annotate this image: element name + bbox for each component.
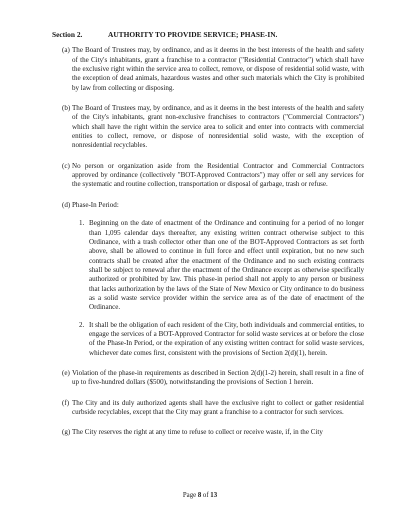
paragraph-text: The City and its duly authorized agents shall have the exclusive right to collect or gather residential curbside recyclables, except that the City may grant a franchise to a contractor for such services. [72,398,364,416]
section-title: AUTHORITY TO PROVIDE SERVICE; PHASE-IN. [108,30,278,39]
subparagraph-list [72,219,364,358]
subparagraph-text: Beginning on the date of enactment of the Ordinance and continuing for a period of no longer than 1,095 calendar days thereafter, any existing written contract otherwise subject to this Ordinance, with a trash collector other than one of the BOT-Approved Contractors as set forth above, shall be allowed to continue in full force and effect until expiration, but no new such contracts shall be created after the enactment of the Ordinance and no such existing contracts shall be subject to renewal after the enactment of the Ordinance except as otherwise specifically authorized or prohibited by law. This phase-in period shall not apply to any person or business that lacks authorization by the laws of the State of New Mexico or City ordinance to do business as a solid waste service provider within the service area as of the date of enactment of the Ordinance. [89,219,364,312]
current-page-number: 8 [197,492,202,499]
paragraph-c [52,162,364,190]
subparagraph-text: It shall be the obligation of each resident of the City, both individuals and commercial entities, to engage the services of a BOT-Approved Contractor for solid waste services at or before the close of the Phase-In Period, or the expiration of any existing written contract for solid waste services, whichever date comes first, consistent with the provisions of Section 2(d)(1), herein. [89,320,364,357]
subparagraph-2 [52,321,364,358]
paragraph-label: (c) [62,161,70,170]
paragraph-g [52,428,364,437]
page-number-prefix: Page [182,492,197,499]
paragraph-e [52,369,364,388]
paragraph-label: (g) [62,428,71,437]
paragraph-text: The City reserves the right at any time to refuse to collect or receive waste, if, in the City [72,428,323,437]
paragraph-text: The Board of Trustees may, by ordinance, and as it deems in the best interests of the health and safety of the City's inhabitants, grant non-exclusive franchises to contractors ("Commercial Contractors") which shall have the right within the service area to solicit and enter into contracts with commercial entities to collect, remove, or dispose of nonresidential solid waste, with the exception of nonresidential recyclables. [72,104,364,150]
paragraph-label: (b) [62,104,71,113]
paragraph-d [52,201,364,358]
paragraph-text: Phase-In Period: [72,200,119,209]
paragraph-f [52,399,364,418]
subparagraph-label: 1. [79,219,85,228]
section-number: Section 2. [52,30,83,39]
subparagraph-label: 2. [79,320,85,329]
total-page-count: 13 [210,492,218,499]
paragraph-text: Violation of the phase-in requirements as described in Section 2(d)(1-2) herein, shall result in a fine of up to five-hundred dollars ($500), notwithstanding the provisions of Section 1 herein. [72,368,364,387]
page-footer [0,491,400,500]
paragraph-text: The Board of Trustees may, by ordinance, and as it deems in the best interests of the health and safety of the City's inhabitants, grant a franchise to a contractor ("Residential Contractor") which shall have the exclusive right within the service area to collect, remove, or dispose of residential solid waste, with the exception of dead animals, hazardous wastes and other such materials which the City is prohibited by law from collecting or disposing. [72,46,364,92]
paragraph-label: (e) [62,368,70,377]
paragraph-label: (a) [62,46,70,55]
section-heading [52,30,364,39]
paragraph-b [52,104,364,151]
paragraph-label: (f) [62,398,70,407]
page-number-of: of [202,492,209,499]
paragraph-text: No person or organization aside from the Residential Contractor and Commercial Contractors approved by ordinance (collectively "BOT-Approved Contractors") may offer or sell any services for the systematic and routine collection, transportation or disposal of garbage, trash or refuse. [72,161,364,189]
paragraph-label: (d) [62,200,71,209]
subparagraph-1 [52,219,364,312]
paragraph-a [52,46,364,93]
